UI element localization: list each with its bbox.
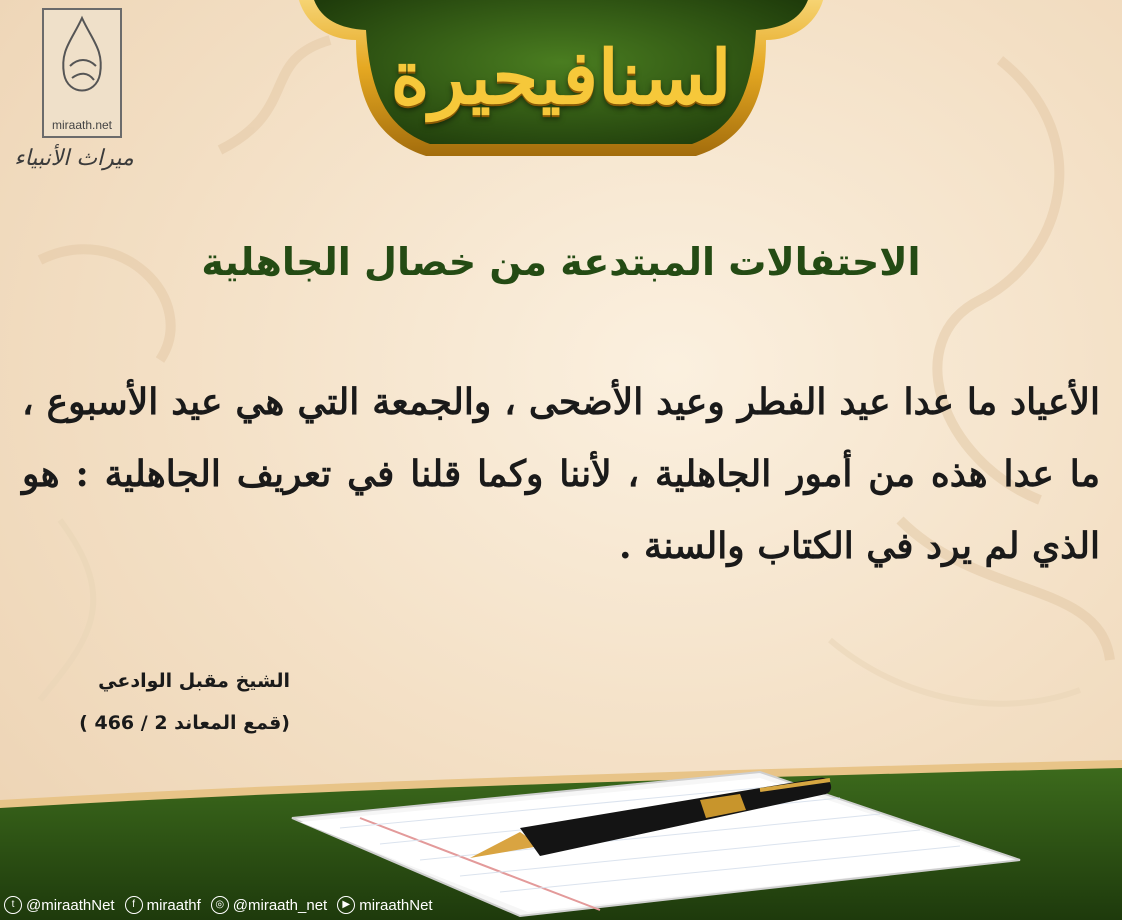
attribution — [30, 660, 290, 744]
twitter-icon: t — [4, 896, 22, 914]
social-facebook[interactable] — [125, 896, 201, 914]
twitter-handle: @miraathNet — [26, 896, 115, 914]
source-reference: (قمع المعاند 2 / 466 ) — [79, 712, 290, 734]
logo-url: miraath.net — [51, 118, 113, 132]
social-youtube[interactable] — [337, 896, 432, 914]
facebook-icon: f — [125, 896, 143, 914]
author-name: الشيخ مقبل الوادعي — [98, 670, 290, 692]
instagram-handle: @miraath_net — [232, 896, 328, 914]
youtube-handle: miraathNet — [359, 896, 433, 914]
social-bar — [4, 893, 433, 917]
instagram-icon: ◎ — [211, 896, 229, 914]
social-twitter[interactable] — [4, 896, 115, 914]
social-instagram[interactable] — [211, 896, 327, 914]
logo-name: ميراث الأنبياء — [14, 146, 134, 171]
facebook-handle: miraathf — [146, 896, 201, 914]
youtube-icon: ▶ — [337, 896, 355, 914]
header-title: لسنافيحيرة — [390, 35, 732, 121]
calligraphy-emblem-icon — [44, 10, 120, 120]
headline: الاحتفالات المبتدعة من خصال الجاهلية — [201, 240, 921, 284]
quote-body: الأعياد ما عدا عيد الفطر وعيد الأضحى ، والجمعة التي هي عيد الأسبوع ، ما عدا هذه من أمور الجاهلية ، لأننا وكما قلنا في تعريف الجاهلية : هو الذي لم يرد في الكتاب والسنة . — [22, 381, 1100, 567]
